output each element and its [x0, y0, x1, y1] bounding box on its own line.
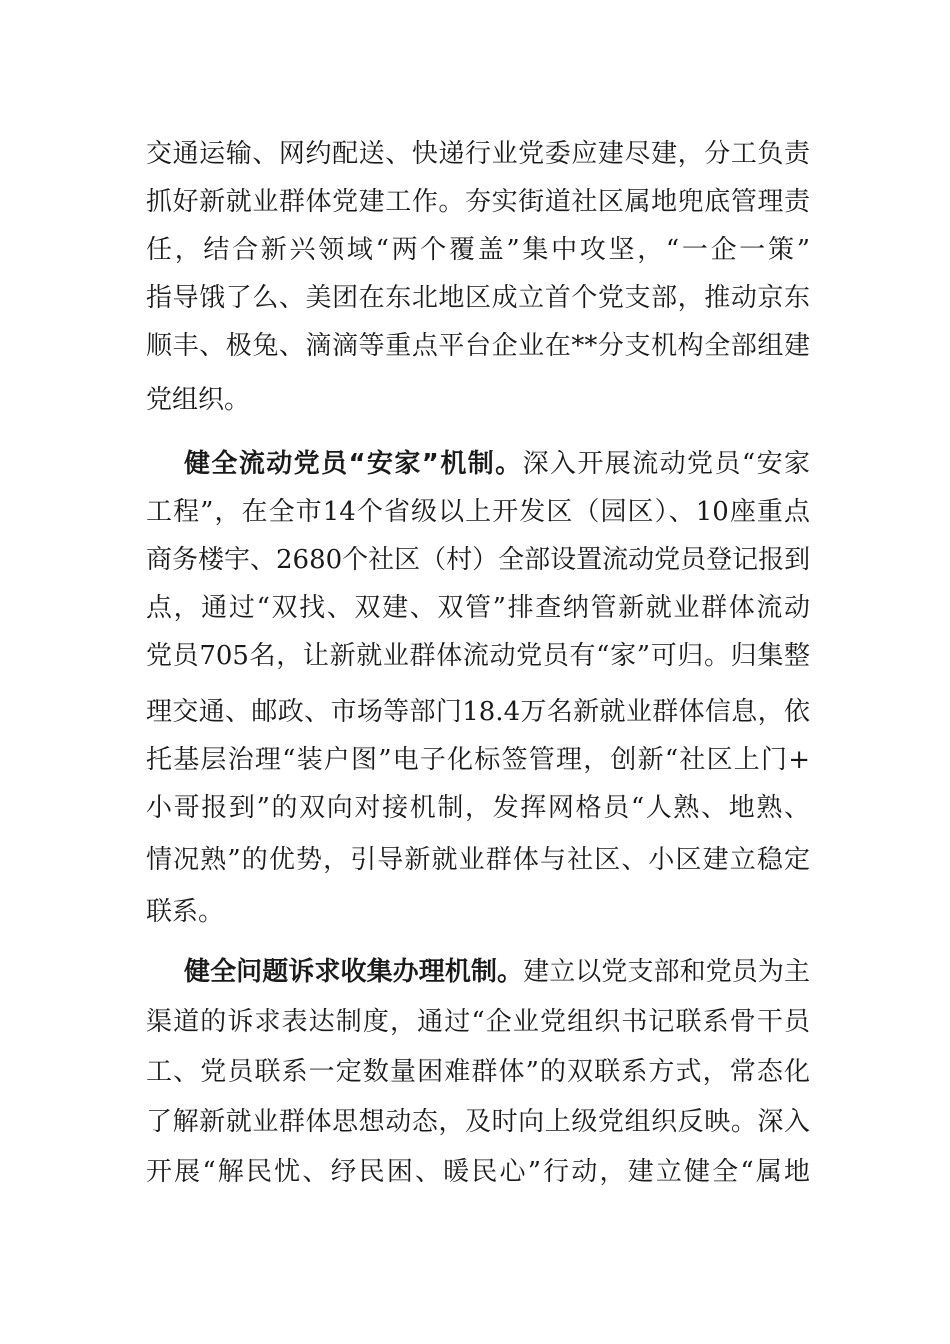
paragraph-2-line-3: 商务楼宇、2680个社区（村）全部设置流动党员登记报到	[146, 545, 811, 575]
paragraph-3-line-5: 开展“解民忧、纾民困、暖民心”行动，建立健全“属地	[146, 1157, 810, 1187]
paragraph-3-line-3: 工、党员联系一定数量困难群体”的双联系方式，常态化	[146, 1057, 810, 1087]
paragraph-2-line-6: 理交通、邮政、市场等部门18.4万名新就业群体信息，依	[146, 697, 810, 727]
paragraph-1-line-5: 顺丰、极兔、滴滴等重点平台企业在**分支机构全部组建	[146, 331, 810, 361]
paragraph-1-line-4: 指导饿了么、美团在东北地区成立首个党支部，推动京东	[146, 283, 810, 313]
paragraph-2-heading: 健全流动党员“安家”机制。	[184, 449, 523, 479]
paragraph-1-line-6: 党组织。	[146, 385, 251, 415]
paragraph-2-first-rest: 深入开展流动党员“安家	[522, 449, 810, 479]
paragraph-3-first-rest: 建立以党支部和党员为主	[523, 957, 810, 987]
paragraph-2-line-10: 联系。	[146, 897, 225, 927]
paragraph-1-line-3: 任，结合新兴领域“两个覆盖”集中攻坚，“一企一策”	[146, 235, 810, 265]
paragraph-3-line-2: 渠道的诉求表达制度，通过“企业党组织书记联系骨干员	[146, 1007, 810, 1037]
paragraph-2-line-9: 情况熟”的优势，引导新就业群体与社区、小区建立稳定	[146, 845, 810, 875]
paragraph-1-line-2: 抓好新就业群体党建工作。夯实街道社区属地兜底管理责	[146, 187, 810, 217]
paragraph-3-line-1	[184, 946, 810, 998]
paragraph-3-heading: 健全问题诉求收集办理机制。	[184, 957, 524, 987]
paragraph-1-line-1: 交通运输、网约配送、快递行业党委应建尽建，分工负责	[146, 139, 810, 169]
paragraph-2-line-7: 托基层治理“装户图”电子化标签管理，创新“社区上门+	[146, 745, 810, 775]
paragraph-2-line-2: 工程”，在全市14个省级以上开发区（园区）、10座重点	[146, 497, 810, 527]
paragraph-2-line-8: 小哥报到”的双向对接机制，发挥网格员“人熟、地熟、	[146, 793, 810, 823]
paragraph-2-line-4: 点，通过“双找、双建、双管”排查纳管新就业群体流动	[146, 593, 810, 623]
paragraph-3-line-4: 了解新就业群体思想动态，及时向上级党组织反映。深入	[146, 1107, 810, 1137]
paragraph-2-line-1	[184, 438, 810, 490]
paragraph-2-line-5: 党员705名，让新就业群体流动党员有“家”可归。归集整	[146, 641, 810, 671]
